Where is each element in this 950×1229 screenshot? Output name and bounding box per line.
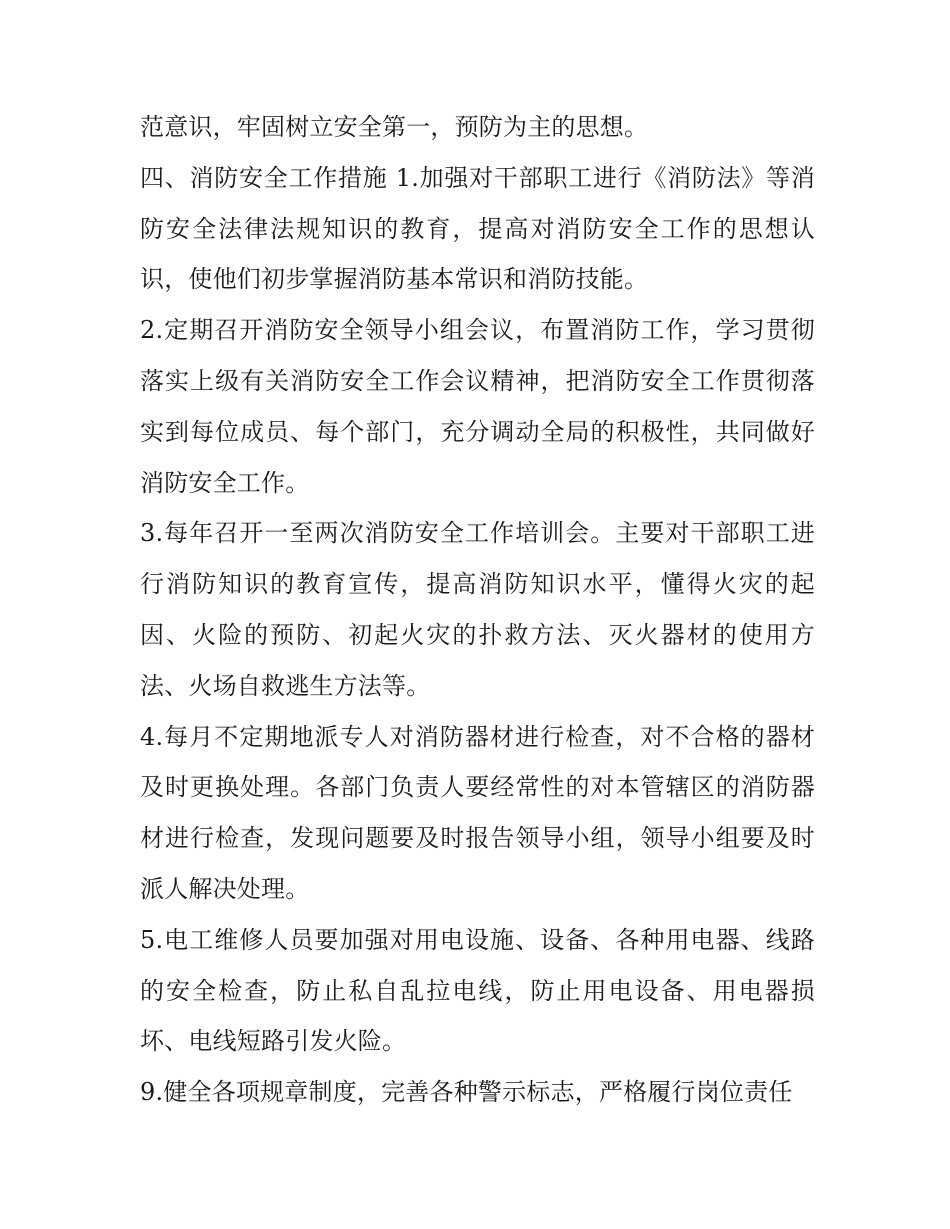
document-body	[140, 102, 815, 1118]
paragraph-item-3: 3.每年召开一至两次消防安全工作培训会。主要对干部职工进行消防知识的教育宣传，提高消防知识水平，懂得火灾的起因、火险的预防、初起火灾的扑救方法、灭火器材的使用方法、火场自救逃生方法等。	[140, 519, 815, 700]
paragraph-item-4: 4.每月不定期地派专人对消防器材进行检查，对不合格的器材及时更换处理。各部门负责人要经常性的对本管辖区的消防器材进行检查，发现问题要及时报告领导小组，领导小组要及时派人解决处理。	[140, 722, 815, 903]
paragraph-item-5: 5.电工维修人员要加强对用电设施、设备、各种用电器、线路的安全检查，防止私自乱拉电线，防止用电设备、用电器损坏、电线短路引发火险。	[140, 925, 815, 1056]
paragraph-section-four: 四、消防安全工作措施 1.加强对干部职工进行《消防法》等消防安全法律法规知识的教育，提高对消防安全工作的思想认识，使他们初步掌握消防基本常识和消防技能。	[140, 163, 815, 294]
paragraph-continuation: 范意识，牢固树立安全第一，预防为主的思想。	[140, 113, 649, 141]
paragraph-item-9: 9.健全各项规章制度，完善各种警示标志，严格履行岗位责任	[140, 1078, 793, 1107]
paragraph-item-2: 2.定期召开消防安全领导小组会议，布置消防工作，学习贯彻落实上级有关消防安全工作会议精神，把消防安全工作贯彻落实到每位成员、每个部门，充分调动全局的积极性，共同做好消防安全工作。	[140, 316, 815, 497]
